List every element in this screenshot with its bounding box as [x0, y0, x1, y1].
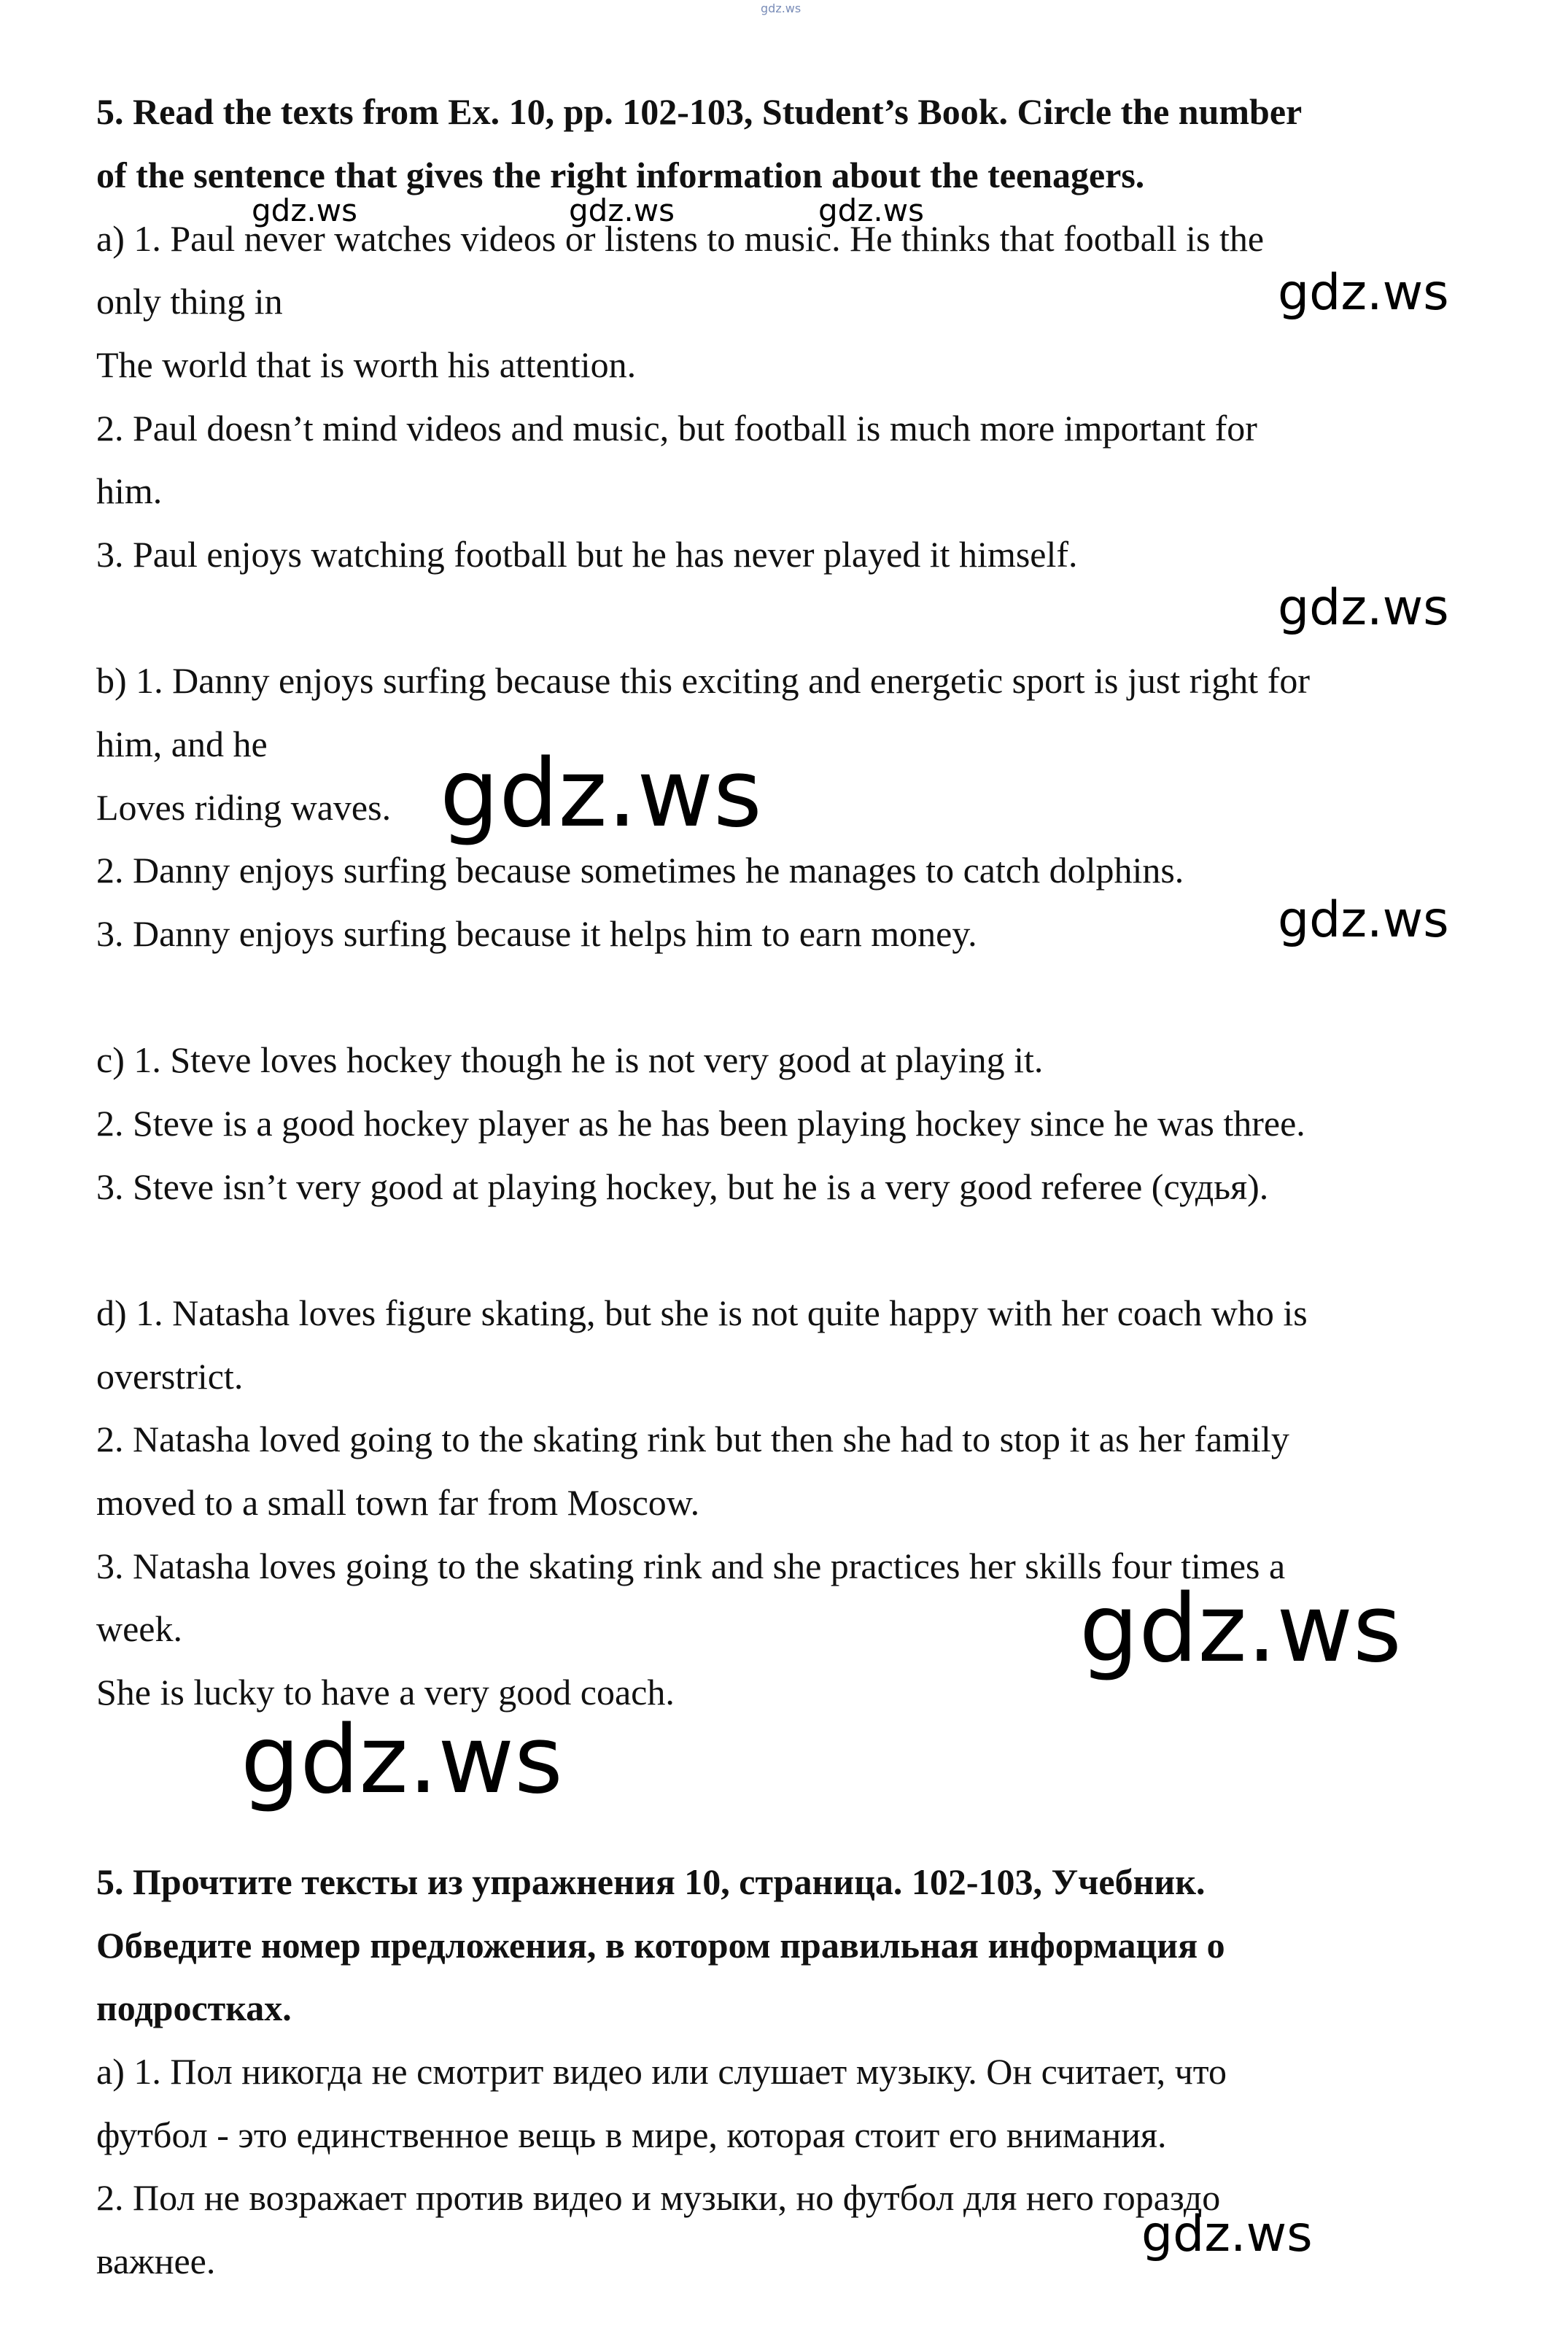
exercise-heading-line-1: 5. Read the texts from Ex. 10, pp. 102-103, Student’s Book. Circle the number [96, 91, 1303, 132]
watermark-small-3: gdz.ws [818, 193, 924, 228]
item-a-line-2: only thing in [96, 281, 283, 322]
watermark-small-1: gdz.ws [252, 193, 357, 228]
watermark-big-1: gdz.ws [440, 740, 762, 848]
watermark-small-2: gdz.ws [569, 193, 675, 228]
item-a-line-4: 2. Paul doesn’t mind videos and music, but football is much more important for [96, 408, 1257, 449]
item-d-line-2: overstrict. [96, 1356, 244, 1397]
ru-item-a-line-2: футбол - это единственное вещь в мире, которая стоит его внимания. [96, 2114, 1167, 2155]
item-a-line-5: him. [96, 470, 163, 511]
item-b-line-2: him, and he [96, 724, 268, 764]
item-b-line-1: b) 1. Danny enjoys surfing because this exciting and energetic sport is just right for [96, 660, 1310, 701]
watermark-big-3: gdz.ws [241, 1706, 563, 1815]
exercise-heading-line-2: of the sentence that gives the right information about the teenagers. [96, 155, 1145, 195]
item-d-line-3: 2. Natasha loved going to the skating rink but then she had to stop it as her family [96, 1419, 1289, 1459]
ru-heading-line-2: Обведите номер предложения, в котором правильная информация о [96, 1925, 1225, 1966]
item-a-line-3: The world that is worth his attention. [96, 344, 637, 385]
watermark-medium-3: gdz.ws [1278, 891, 1449, 949]
item-c-line-3: 3. Steve isn’t very good at playing hockey, but he is a very good referee (судья). [96, 1166, 1269, 1207]
ru-item-a-line-3: 2. Пол не возражает против видео и музыки, но футбол для него гораздо [96, 2177, 1221, 2218]
item-d-line-5: 3. Natasha loves going to the skating rink and she practices her skills four times a [96, 1546, 1286, 1586]
watermark-medium-2: gdz.ws [1278, 579, 1449, 637]
watermark-medium-4: gdz.ws [1141, 2206, 1313, 2263]
item-c-line-1: c) 1. Steve loves hockey though he is not very good at playing it. [96, 1039, 1044, 1080]
item-a-line-6: 3. Paul enjoys watching football but he has never played it himself. [96, 534, 1078, 575]
ru-heading-line-3: подростках. [96, 1988, 292, 2028]
item-b-line-4: 2. Danny enjoys surfing because sometimes he manages to catch dolphins. [96, 850, 1184, 891]
item-a-line-1: a) 1. Paul never watches videos or listens to music. He thinks that football is the [96, 218, 1265, 259]
item-c-line-2: 2. Steve is a good hockey player as he has been playing hockey since he was three. [96, 1103, 1305, 1144]
item-b-line-3: Loves riding waves. [96, 787, 392, 828]
ru-item-a-line-4: важнее. [96, 2241, 216, 2281]
item-b-line-5: 3. Danny enjoys surfing because it helps him to earn money. [96, 913, 977, 954]
item-d-line-4: moved to a small town far from Moscow. [96, 1482, 700, 1523]
item-d-line-7: She is lucky to have a very good coach. [96, 1672, 675, 1713]
ru-heading-line-1: 5. Прочтите тексты из упражнения 10, страница. 102-103, Учебник. [96, 1861, 1206, 1902]
watermark-medium-1: gdz.ws [1278, 264, 1449, 322]
watermark-top: gdz.ws [761, 1, 802, 15]
watermark-big-2: gdz.ws [1079, 1575, 1402, 1683]
item-d-line-1: d) 1. Natasha loves figure skating, but she is not quite happy with her coach who is [96, 1292, 1308, 1333]
item-d-line-6: week. [96, 1608, 182, 1649]
ru-item-a-line-1: а) 1. Пол никогда не смотрит видео или слушает музыку. Он считает, что [96, 2051, 1227, 2092]
